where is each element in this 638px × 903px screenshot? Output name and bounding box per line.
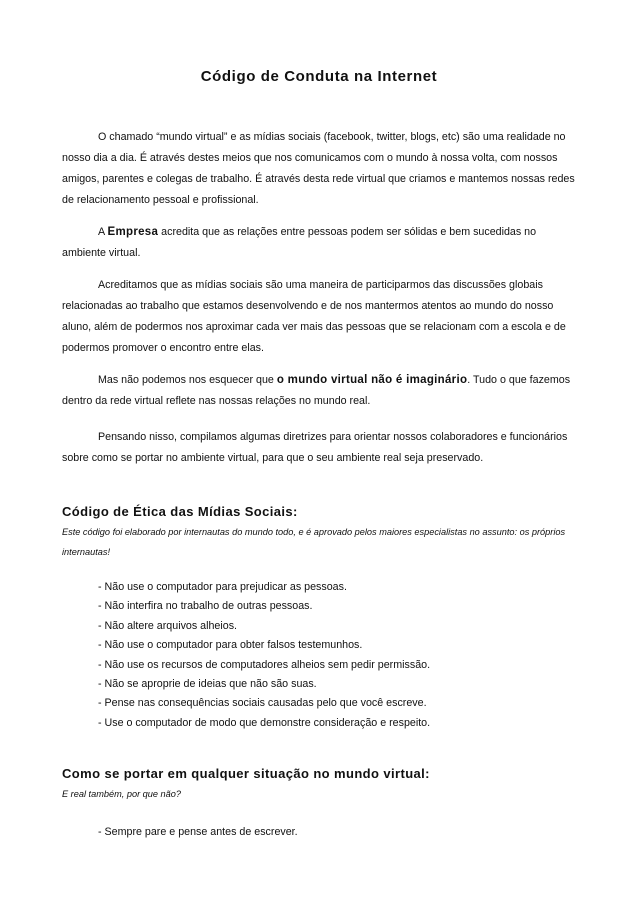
intro-p4-post: . Tudo o que fazemos dentro da rede virtual reflete nas nossas relações no mundo real. [62,374,571,407]
ethics-heading: Código de Ética das Mídias Sociais: [62,504,298,519]
list-item: - Sempre pare e pense antes de escrever. [98,826,298,838]
list-item: - Não use o computador para prejudicar as pessoas. [98,581,347,593]
intro-paragraph-2 [62,222,582,264]
behavior-subtitle: E real também, por que não? [62,789,181,799]
page-title: Código de Conduta na Internet [200,68,438,85]
behavior-heading: Como se portar em qualquer situação no mundo virtual: [62,766,430,781]
ethics-subtitle: Este código foi elaborado por internautas do mundo todo, e é aprovado pelos maiores especialistas no assunto: os próprios internautas! [62,527,566,557]
intro-p4-pre: Mas não podemos nos esquecer que [98,374,277,386]
company-name: Empresa [107,226,159,238]
ethics-list [98,578,430,733]
list-item: - Não altere arquivos alheios. [98,619,238,632]
intro-paragraph-4 [62,370,582,412]
intro-paragraph-1: O chamado “mundo virtual” e as mídias sociais (facebook, twitter, blogs, etc) são uma realidade no nosso dia a dia. É através destes meios que nos comunicamos com o mundo à nossa volta, com nossos amigos, parentes e colegas de trabalho. É através desta rede virtual que criamos e mantemos nossas redes de relacionamento pessoal e profissional. [62,131,575,206]
intro-p2-pre: A [98,226,108,238]
list-item: - Não se aproprie de ideias que não são suas. [98,678,317,691]
intro-p2-post: acredita que as relações entre pessoas podem ser sólidas e bem sucedidas no ambiente virtual. [62,226,537,259]
intro-paragraph-5: Pensando nisso, compilamos algumas diretrizes para orientar nossos colaboradores e funcionários sobre como se portar no ambiente virtual, para que o seu ambiente real seja preservado. [62,431,568,464]
list-item: - Não interfira no trabalho de outras pessoas. [98,600,313,613]
list-item: - Use o computador de modo que demonstre consideração e respeito. [98,716,431,729]
emphasis-virtual-world: o mundo virtual não é imaginário [276,374,468,386]
behavior-list [98,823,298,842]
list-item: - Não use o computador para obter falsos testemunhos. [98,639,363,652]
list-item: - Não use os recursos de computadores alheios sem pedir permissão. [98,658,431,671]
list-item: - Pense nas consequências sociais causadas pelo que você escreve. [98,697,427,710]
intro-paragraph-3: Acreditamos que as mídias sociais são uma maneira de participarmos das discussões globais relacionadas ao trabalho que estamos desenvolvendo e de nos mantermos atentos ao mundo do nosso aluno, além de podermos nos aproximar cada ver mais das pessoas que se relacionam com a escola e de podermos promover o encontro entre elas. [62,279,566,354]
